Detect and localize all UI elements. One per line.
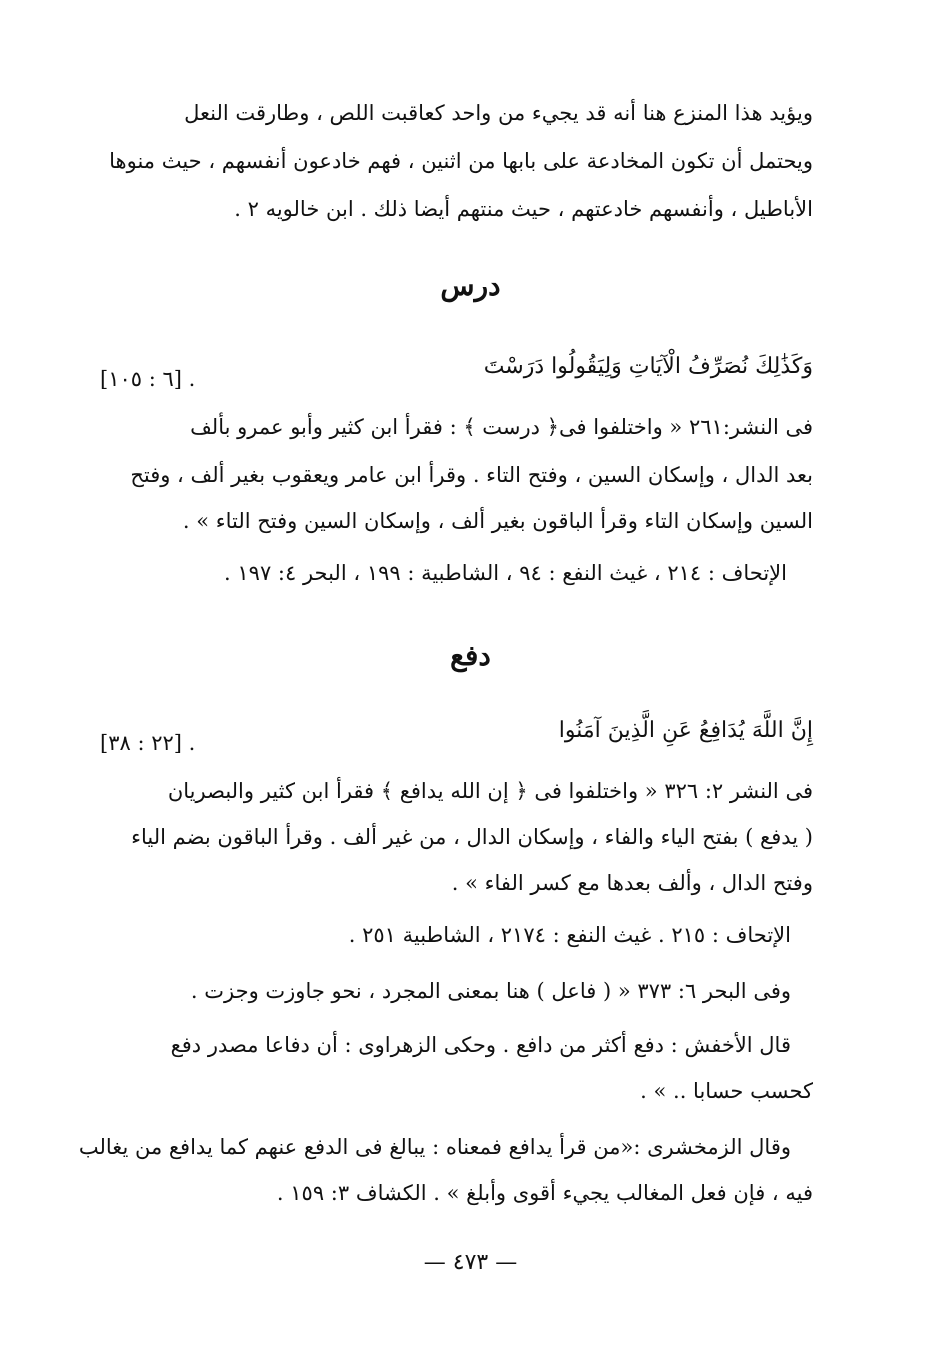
akhfash-line-2: كحسب حسابا .. » .: [640, 1079, 813, 1103]
nashr-line-2: بعد الدال ، وإسكان السين ، وفتح التاء . وقرأ ابن عامر ويعقوب بغير ألف ، وفتح: [130, 463, 813, 487]
verse-ref-dafa: [٢٢ : ٣٨] .: [100, 731, 196, 755]
nashr-dafa-line-3: وفتح الدال ، وألف بعدها مع كسر الفاء » .: [451, 871, 813, 895]
page-number: — ٤٧٣ —: [423, 1250, 518, 1275]
intro-line-2: ويحتمل أن تكون المخادعة على بابها من اثنين ، فهم خادعون أنفسهم ، حيث منوها: [109, 149, 813, 173]
zamakhshari-line-1: وقال الزمخشرى :«من قرأ يدافع فمعناه : يبالغ فى الدفع عنهم كما يدافع من يغالب: [78, 1135, 791, 1159]
section-heading-dafa: دفع: [450, 639, 491, 672]
akhfash-line-1: قال الأخفش : دفع أكثر من دافع . وحكى الزهراوى : أن دفاعا مصدر دفع: [170, 1033, 791, 1057]
nashr-dafa-line-1: فى النشر ٢: ٣٢٦ « واختلفوا فى ﴿ إن الله يدافع ﴾ فقرأ ابن كثير والبصريان: [167, 779, 813, 803]
intro-line-1: ويؤيد هذا المنزع هنا أنه قد يجيء من واحد كعاقبت اللص ، وطارقت النعل: [184, 101, 813, 125]
verse-ref-dars: [٦ : ١٠٥] .: [100, 367, 196, 391]
ithaf-line-dars: الإتحاف : ٢١٤ ، غيث النفع : ٩٤ ، الشاطبية : ١٩٩ ، البحر ٤: ١٩٧ .: [224, 561, 787, 585]
nashr-dafa-line-2: ( يدفع ) بفتح الياء والفاء ، وإسكان الدال ، من غير ألف . وقرأ الباقون بضم الياء: [131, 825, 813, 849]
ithaf-line-dafa: الإتحاف : ٢١٥ . غيث النفع : ٢١٧٤ ، الشاطبية ٢٥١ .: [348, 923, 791, 947]
nashr-line-1: فى النشر:٢٦١ « واختلفوا فى﴿ درست ﴾ : فقرأ ابن كثير وأبو عمرو بألف: [190, 415, 813, 439]
zamakhshari-line-2: فيه ، فإن فعل المغالب يجيء أقوى وأبلغ » . الكشاف ٣: ١٥٩ .: [276, 1181, 813, 1205]
section-heading-dars: درس: [440, 269, 501, 302]
verse-dafa: إِنَّ اللَّهَ يُدَافِعُ عَنِ الَّذِينَ آمَنُوا: [558, 718, 813, 743]
verse-dars: وَكَذَٰلِكَ نُصَرِّفُ الْآيَاتِ وَلِيَقُولُوا دَرَسْتَ: [483, 354, 813, 379]
nashr-line-3: السين وإسكان التاء وقرأ الباقون بغير ألف ، وإسكان السين وفتح التاء » .: [182, 509, 813, 533]
bahr-line: وفى البحر ٦: ٣٧٣ « ( فاعل ) هنا بمعنى المجرد ، نحو جاوزت وجزت .: [190, 979, 791, 1003]
intro-line-3: الأباطيل ، وأنفسهم خادعتهم ، حيث منتهم أيضا ذلك . ابن خالويه ٢ .: [234, 197, 813, 221]
